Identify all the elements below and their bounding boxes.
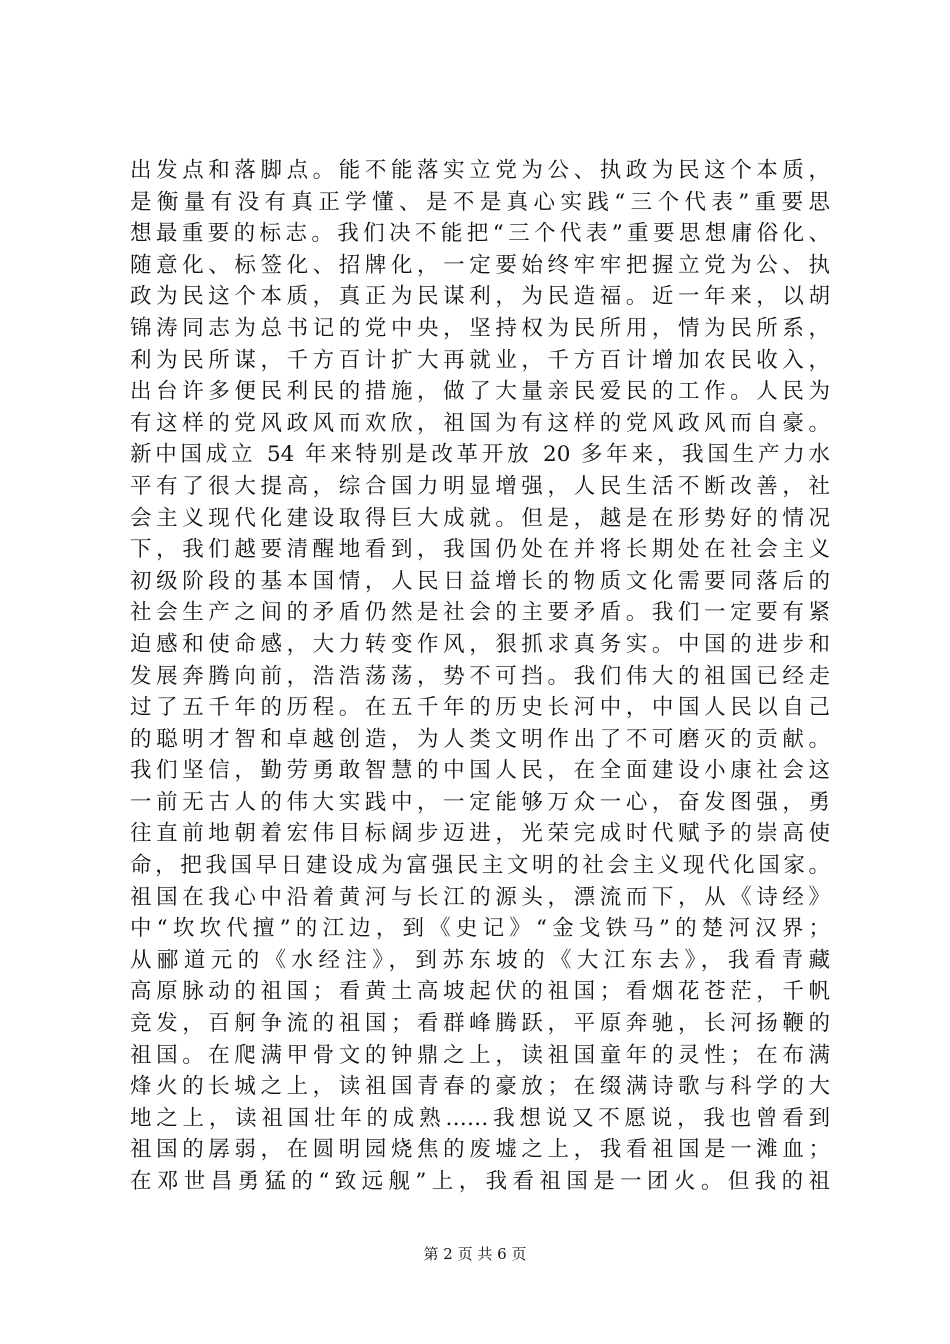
page-number-label: 第 2 页 共 6 页 — [423, 1245, 527, 1263]
text-line: 祖国的孱弱，在圆明园烧焦的废墟之上，我看祖国是一滩血； — [130, 1137, 830, 1163]
text-line: 在邓世昌勇猛的“致远舰”上，我看祖国是一团火。但我的祖 — [130, 1169, 830, 1194]
text-line: 地之上，读祖国壮年的成熟……我想说又不愿说，我也曾看到 — [130, 1105, 830, 1131]
text-line: 平有了很大提高，综合国力明显增强，人民生活不断改善，社 — [130, 473, 830, 499]
text-line: 高原脉动的祖国；看黄土高坡起伏的祖国；看烟花苍茫，千帆 — [130, 979, 830, 1005]
text-line: 随意化、标签化、招牌化，一定要始终牢牢把握立党为公、执 — [130, 252, 830, 278]
text-line: 中“坎坎代擅”的江边，到《史记》“金戈铁马”的楚河汉界； — [130, 916, 830, 942]
text-line: 出发点和落脚点。能不能落实立党为公、执政为民这个本质， — [130, 158, 830, 183]
page-footer — [0, 1244, 950, 1264]
text-line: 政为民这个本质，真正为民谋利，为民造福。近一年来，以胡 — [130, 284, 830, 310]
text-line: 我们坚信，勤劳勇敢智慧的中国人民，在全面建设小康社会这 — [130, 758, 830, 784]
text-line: 有这样的党风政风而欢欣，祖国为有这样的党风政风而自豪。 — [130, 410, 830, 436]
text-line: 会主义现代化建设取得巨大成就。但是，越是在形势好的情况 — [130, 505, 830, 531]
document-body — [130, 155, 830, 1198]
text-line: 竞发，百舸争流的祖国；看群峰腾跃，平原奔驰，长河扬鞭的 — [130, 1011, 830, 1037]
text-line: 社会生产之间的矛盾仍然是社会的主要矛盾。我们一定要有紧 — [130, 600, 830, 626]
text-line: 祖国在我心中沿着黄河与长江的源头，漂流而下，从《诗经》 — [130, 884, 830, 910]
text-line: 锦涛同志为总书记的党中央，坚持权为民所用，情为民所系， — [130, 315, 830, 341]
text-line: 迫感和使命感，大力转变作风，狠抓求真务实。中国的进步和 — [130, 631, 830, 657]
text-line: 出台许多便民利民的措施，做了大量亲民爱民的工作。人民为 — [130, 379, 830, 405]
text-line: 利为民所谋，千方百计扩大再就业，千方百计增加农民收入， — [130, 347, 830, 373]
text-line: 烽火的长城之上，读祖国青春的豪放；在缀满诗歌与科学的大 — [130, 1074, 830, 1100]
text-line: 从郦道元的《水经注》，到苏东坡的《大江东去》，我看青藏 — [130, 947, 830, 973]
text-line: 一前无古人的伟大实践中，一定能够万众一心，奋发图强，勇 — [130, 789, 830, 815]
text-line: 初级阶段的基本国情，人民日益增长的物质文化需要同落后的 — [130, 568, 830, 594]
text-line: 是衡量有没有真正学懂、是不是真心实践“三个代表”重要思 — [130, 189, 830, 215]
text-line: 想最重要的标志。我们决不能把“三个代表”重要思想庸俗化、 — [130, 221, 830, 247]
text-line: 祖国。在爬满甲骨文的钟鼎之上，读祖国童年的灵性；在布满 — [130, 1042, 830, 1068]
text-line: 的聪明才智和卓越创造，为人类文明作出了不可磨灭的贡献。 — [130, 726, 830, 752]
text-line: 往直前地朝着宏伟目标阔步迈进，光荣完成时代赋予的崇高使 — [130, 821, 830, 847]
text-line: 发展奔腾向前，浩浩荡荡，势不可挡。我们伟大的祖国已经走 — [130, 663, 830, 689]
text-line: 命，把我国早日建设成为富强民主文明的社会主义现代化国家。 — [130, 853, 830, 879]
text-line: 下，我们越要清醒地看到，我国仍处在并将长期处在社会主义 — [130, 537, 830, 563]
text-line: 新中国成立 54 年来特别是改革开放 20 多年来，我国生产力水 — [130, 442, 830, 468]
text-line: 过了五千年的历程。在五千年的历史长河中，中国人民以自己 — [130, 695, 830, 721]
